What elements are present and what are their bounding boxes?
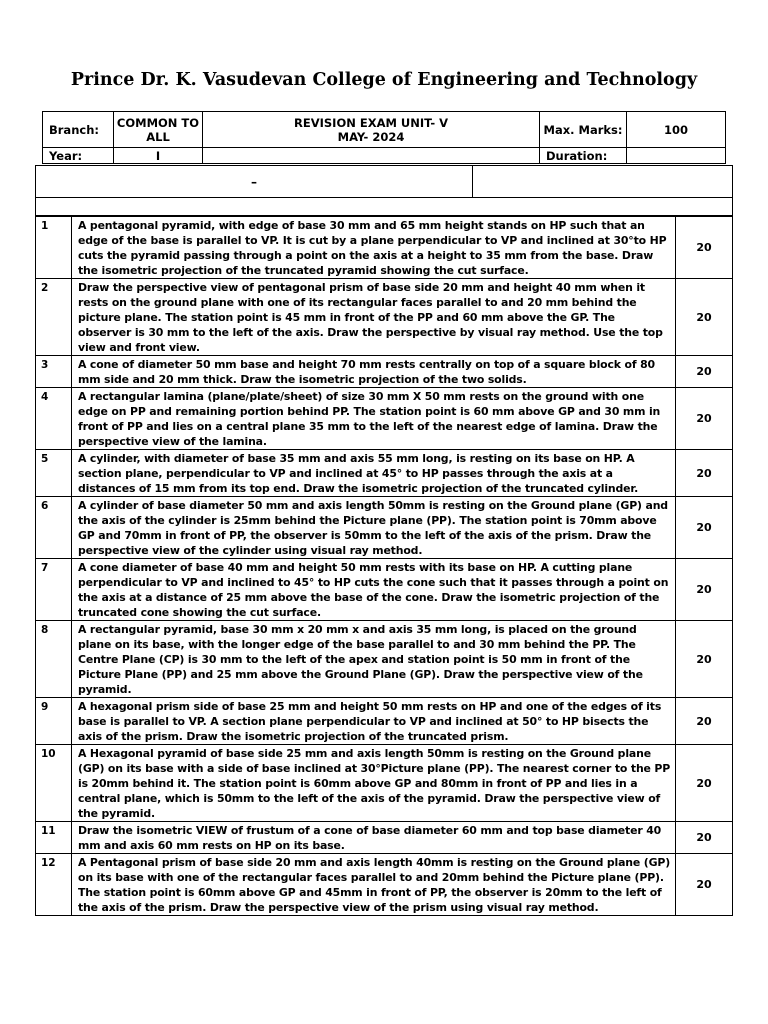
question-row xyxy=(36,822,733,854)
exam-title-cell xyxy=(203,112,540,148)
question-number: 3 xyxy=(36,356,72,388)
question-number: 7 xyxy=(36,559,72,621)
exam-title: REVISION EXAM UNIT- V xyxy=(294,115,448,130)
question-row xyxy=(36,745,733,822)
question-text: A Hexagonal pyramid of base side 25 mm and axis length 50mm is resting on the Ground plane (GP) on its base with a side of base inclined at 30°Picture plane (PP). The nearest corner to the PP is 20mm behind it. The station point is 60mm above GP and 80mm in front of PP and lies in a central plane, which is 50mm to the left of the axis of the pyramid. Draw the perspective view of the pyramid. xyxy=(72,745,676,822)
max-marks-value: 100 xyxy=(627,112,726,148)
question-marks: 20 xyxy=(676,388,733,450)
question-text: Draw the perspective view of pentagonal prism of base side 20 mm and height 40 mm when it rests on the ground plane with one of its rectangular faces parallel to and 20 mm behind the picture plane. The station point is 45 mm in front of the PP and 60 mm above the GP. The observer is 30 mm to the left of the axis. Draw the perspective by visual ray method. Use the top view and front view. xyxy=(72,279,676,356)
question-text: Draw the isometric VIEW of frustum of a cone of base diameter 60 mm and top base diameter 40 mm and axis 60 mm rests on HP on its base. xyxy=(72,822,676,854)
question-row xyxy=(36,279,733,356)
question-marks: 20 xyxy=(676,450,733,497)
question-marks: 20 xyxy=(676,279,733,356)
question-marks: 20 xyxy=(676,854,733,916)
question-number: 5 xyxy=(36,450,72,497)
questions-table xyxy=(35,216,733,916)
subheader-right xyxy=(473,166,733,198)
question-text: A pentagonal pyramid, with edge of base 30 mm and 65 mm height stands on HP such that an edge of the base is parallel to VP. It is cut by a plane perpendicular to VP and inclined at 30°to HP cuts the pyramid passing through a point on the axis at a height to 35 mm from the base. Draw the isometric projection of the truncated pyramid showing the cut surface. xyxy=(72,217,676,279)
question-marks: 20 xyxy=(676,745,733,822)
question-row xyxy=(36,450,733,497)
question-text: A cone diameter of base 40 mm and height 50 mm rests with its base on HP. A cutting plane perpendicular to VP and inclined to 45° to HP cuts the cone such that it passes through a point on the axis at a distance of 25 mm above the base of the cone. Draw the isometric projection of the truncated cone showing the cut surface. xyxy=(72,559,676,621)
question-number: 9 xyxy=(36,698,72,745)
subheader-spacer xyxy=(36,198,733,216)
question-text: A cylinder of base diameter 50 mm and axis length 50mm is resting on the Ground plane (GP) and the axis of the cylinder is 25mm behind the Picture plane (PP). The station point is 70mm above GP and 70mm in front of PP, the observer is 50mm to the left of the axis of the prism. Draw the perspective view of the cylinder using visual ray method. xyxy=(72,497,676,559)
question-text: A Pentagonal prism of base side 20 mm and axis length 40mm is resting on the Ground plane (GP) on its base with one of the rectangular faces parallel to and 20mm behind the Picture plane (PP). The station point is 60mm above GP and 45mm in front of PP, the observer is 20mm to the left of the axis of the prism. Draw the perspective view of the prism using visual ray method. xyxy=(72,854,676,916)
question-marks: 20 xyxy=(676,698,733,745)
question-number: 10 xyxy=(36,745,72,822)
question-row xyxy=(36,698,733,745)
question-text: A hexagonal prism side of base 25 mm and height 50 mm rests on HP and one of the edges of its base is parallel to VP. A section plane perpendicular to VP and inclined at 50° to HP bisects the axis of the prism. Draw the isometric projection of the truncated prism. xyxy=(72,698,676,745)
question-number: 12 xyxy=(36,854,72,916)
question-number: 1 xyxy=(36,217,72,279)
year-label: Year: xyxy=(43,148,114,164)
question-text: A cone of diameter 50 mm base and height 70 mm rests centrally on top of a square block of 80 mm side and 20 mm thick. Draw the isometric projection of the two solids. xyxy=(72,356,676,388)
question-marks: 20 xyxy=(676,217,733,279)
question-row xyxy=(36,559,733,621)
question-marks: 20 xyxy=(676,497,733,559)
exam-date: MAY- 2024 xyxy=(337,129,405,144)
blank-cell xyxy=(203,148,540,164)
question-marks: 20 xyxy=(676,822,733,854)
question-marks: 20 xyxy=(676,559,733,621)
max-marks-label: Max. Marks: xyxy=(540,112,627,148)
question-row xyxy=(36,388,733,450)
question-row xyxy=(36,497,733,559)
subheader-table xyxy=(35,165,733,216)
question-row xyxy=(36,621,733,698)
question-row xyxy=(36,356,733,388)
college-title: Prince Dr. K. Vasudevan College of Engineering and Technology xyxy=(70,70,698,90)
question-number: 11 xyxy=(36,822,72,854)
question-number: 8 xyxy=(36,621,72,698)
question-text: A cylinder, with diameter of base 35 mm and axis 55 mm long, is resting on its base on HP. A section plane, perpendicular to VP and inclined at 45° to HP passes through the axis at a distances of 15 mm from its top end. Draw the isometric projection of the truncated cylinder. xyxy=(72,450,676,497)
question-row xyxy=(36,217,733,279)
question-number: 4 xyxy=(36,388,72,450)
question-number: 6 xyxy=(36,497,72,559)
question-text: A rectangular lamina (plane/plate/sheet) of size 30 mm X 50 mm rests on the ground with one edge on PP and remaining portion behind PP. The station point is 60 mm above GP and 30 mm in front of PP and lies on a central plane 35 mm to the left of the nearest edge of lamina. Draw the perspective view of the lamina. xyxy=(72,388,676,450)
question-marks: 20 xyxy=(676,356,733,388)
question-number: 2 xyxy=(36,279,72,356)
year-value: I xyxy=(114,148,203,164)
exam-header-table xyxy=(42,111,726,164)
question-marks: 20 xyxy=(676,621,733,698)
duration-label: Duration: xyxy=(540,148,627,164)
question-text: A rectangular pyramid, base 30 mm x 20 mm x and axis 35 mm long, is placed on the ground plane on its base, with the longer edge of the base parallel to and 30 mm behind the PP. The Centre Plane (CP) is 30 mm to the left of the apex and station point is 50 mm in front of the Picture Plane (PP) and 25 mm above the Ground Plane (GP). Draw the perspective view of the pyramid. xyxy=(72,621,676,698)
question-row xyxy=(36,854,733,916)
branch-label: Branch: xyxy=(43,112,114,148)
branch-value: COMMON TO ALL xyxy=(114,112,203,148)
duration-value xyxy=(627,148,726,164)
subheader-left: – xyxy=(36,166,473,198)
